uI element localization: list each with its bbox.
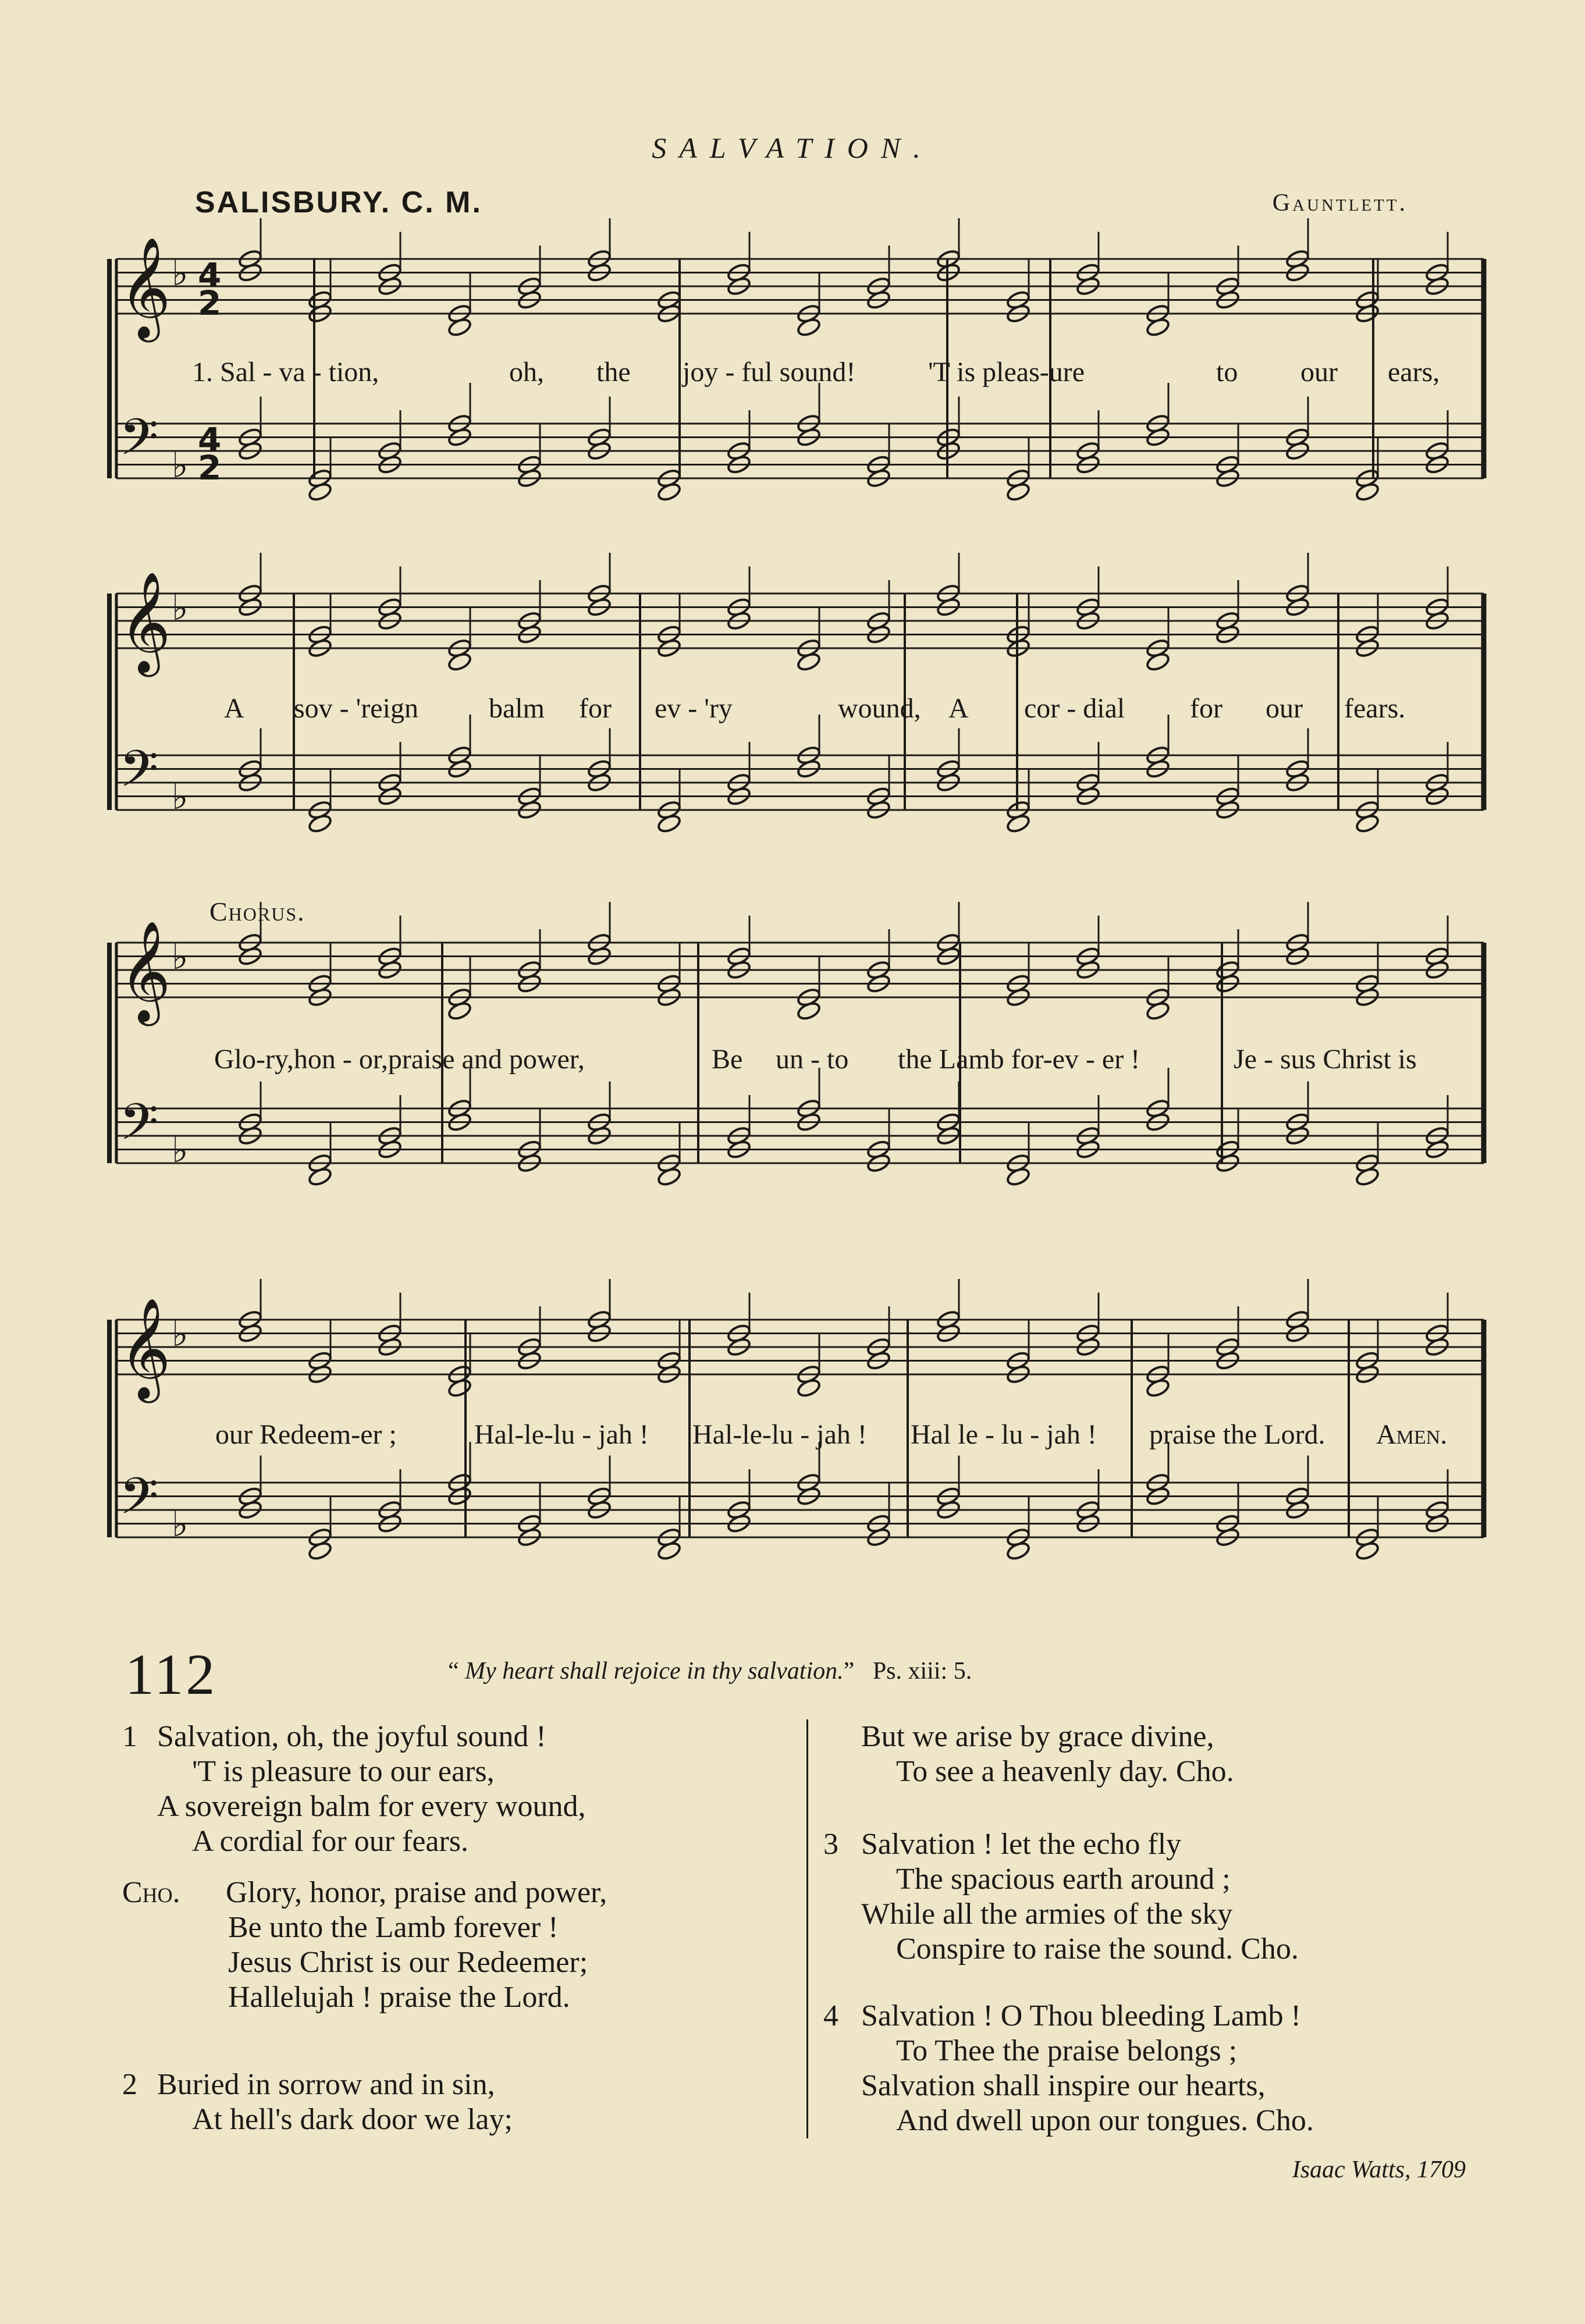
lyric-syllable: cor - dial [1024,693,1125,724]
stanza-number: 2 [122,2068,137,2101]
composer-name: Gauntlett. [1272,190,1408,216]
stanza-line: A cordial for our fears. [192,1825,469,1858]
stanza-line: And dwell upon our tongues. Cho. [896,2104,1314,2137]
stanza-line: The spacious earth around ; [896,1863,1231,1896]
author-credit: Isaac Watts, 1709 [1292,2156,1466,2183]
svg-text:2: 2 [198,448,222,488]
stanza-line: To see a heavenly day. Cho. [896,1755,1234,1788]
lyric-syllable: to [1216,357,1238,388]
lyric-syllable: Glo-ry,hon - or,praise and power, [214,1044,585,1075]
lyric-syllable: wound, [838,693,921,724]
lyric-syllable: for [579,693,612,724]
lyric-syllable: our Redeem-er ; [215,1419,397,1450]
stanza-number: Cho. [122,1876,180,1909]
svg-text:4: 4 [198,255,222,295]
svg-text:♭: ♭ [172,445,189,486]
column-divider [806,1719,808,2138]
lyric-syllable: A [224,693,244,724]
svg-text:𝄢: 𝄢 [119,1467,159,1538]
stanza-number: 4 [823,1999,838,2032]
stanza-line: While all the armies of the sky [861,1897,1233,1931]
svg-text:♭: ♭ [172,777,189,818]
chorus-label: Chorus. [209,897,305,926]
lyric-syllable: Hal le - lu - jah ! [911,1419,1097,1450]
lyric-syllable: the Lamb for-ev - er ! [898,1044,1140,1075]
svg-text:♭: ♭ [172,1504,189,1545]
stanza-line: To Thee the praise belongs ; [896,2034,1238,2067]
lyric-syllable: un - to [776,1044,849,1075]
running-head: SALVATION. [652,132,933,164]
stanza-line: Salvation shall inspire our hearts, [861,2069,1266,2102]
lyric-syllable: 1. Sal - va - tion, [192,357,379,388]
lyric-syllable: fears. [1344,693,1406,724]
lyric-syllable: A [948,693,969,724]
epigraph-text: My heart shall rejoice in thy salvation. [465,1658,844,1685]
svg-text:4: 4 [198,420,222,460]
lyric-syllable: our [1266,693,1303,724]
stanza-line: Salvation, oh, the joyful sound ! [157,1720,546,1753]
stanza-line: Jesus Christ is our Redeemer; [228,1946,588,1979]
stanza-line: Hallelujah ! praise the Lord. [228,1981,570,2014]
lyric-syllable: sov - 'reign [294,693,418,724]
stanza-line: Conspire to raise the sound. Cho. [896,1932,1299,1966]
lyric-syllable: oh, [509,357,544,388]
epigraph-reference: Ps. xiii: 5. [872,1658,972,1685]
svg-text:♭: ♭ [172,1130,189,1171]
lyric-syllable: Hal-le-lu - jah ! [692,1419,867,1450]
lyric-syllable: the [596,357,631,388]
svg-text:♭: ♭ [172,1314,189,1355]
svg-text:♭: ♭ [172,588,189,628]
tune-name: SALISBURY. C. M. [195,186,482,219]
svg-text:♭: ♭ [172,253,189,294]
hymn-number: 112 [125,1642,218,1707]
lyric-syllable: Hal-le-lu - jah ! [474,1419,649,1450]
stanza-line: A sovereign balm for every wound, [157,1790,586,1823]
stanza-line: 'T is pleasure to our ears, [192,1755,495,1788]
lyric-syllable: balm [489,693,545,724]
stanza-line: But we arise by grace divine, [861,1720,1214,1753]
lyric-syllable: joy - ful sound! [683,357,856,388]
lyric-syllable: our [1300,357,1338,388]
stanza-line: At hell's dark door we lay; [192,2103,513,2136]
stanza-line: Salvation ! O Thou bleeding Lamb ! [861,1999,1301,2032]
svg-text:𝄞: 𝄞 [119,571,171,673]
lyric-syllable: ev - 'ry [655,693,733,724]
lyric-amen: Amen. [1376,1419,1448,1450]
svg-text:2: 2 [198,283,222,323]
lyric-syllable: 'T is pleas-ure [928,357,1085,388]
svg-text:𝄞: 𝄞 [119,921,171,1022]
svg-text:𝄞: 𝄞 [119,1298,171,1399]
stanza-line: Glory, honor, praise and power, [226,1876,607,1909]
svg-text:𝄢: 𝄢 [119,740,159,811]
lyric-syllable: for [1190,693,1222,724]
lyric-syllable: Je - sus Christ is [1234,1044,1417,1075]
svg-text:𝄞: 𝄞 [119,237,171,338]
lyric-syllable: praise the Lord. [1149,1419,1325,1450]
stanza-line: Be unto the Lamb forever ! [228,1911,559,1944]
stanza-number: 3 [823,1828,838,1861]
stanza-line: Salvation ! let the echo fly [861,1828,1182,1861]
svg-text:𝄢: 𝄢 [119,408,159,479]
stanza-line: Buried in sorrow and in sin, [157,2068,495,2101]
epigraph: “ My heart shall rejoice in thy salvation.” Ps. xiii: 5. [448,1658,972,1685]
lyric-syllable: Be [712,1044,743,1075]
lyric-syllable: ears, [1388,357,1440,388]
svg-text:♭: ♭ [172,937,189,978]
svg-text:𝄢: 𝄢 [119,1093,159,1164]
stanza-number: 1 [122,1720,137,1753]
